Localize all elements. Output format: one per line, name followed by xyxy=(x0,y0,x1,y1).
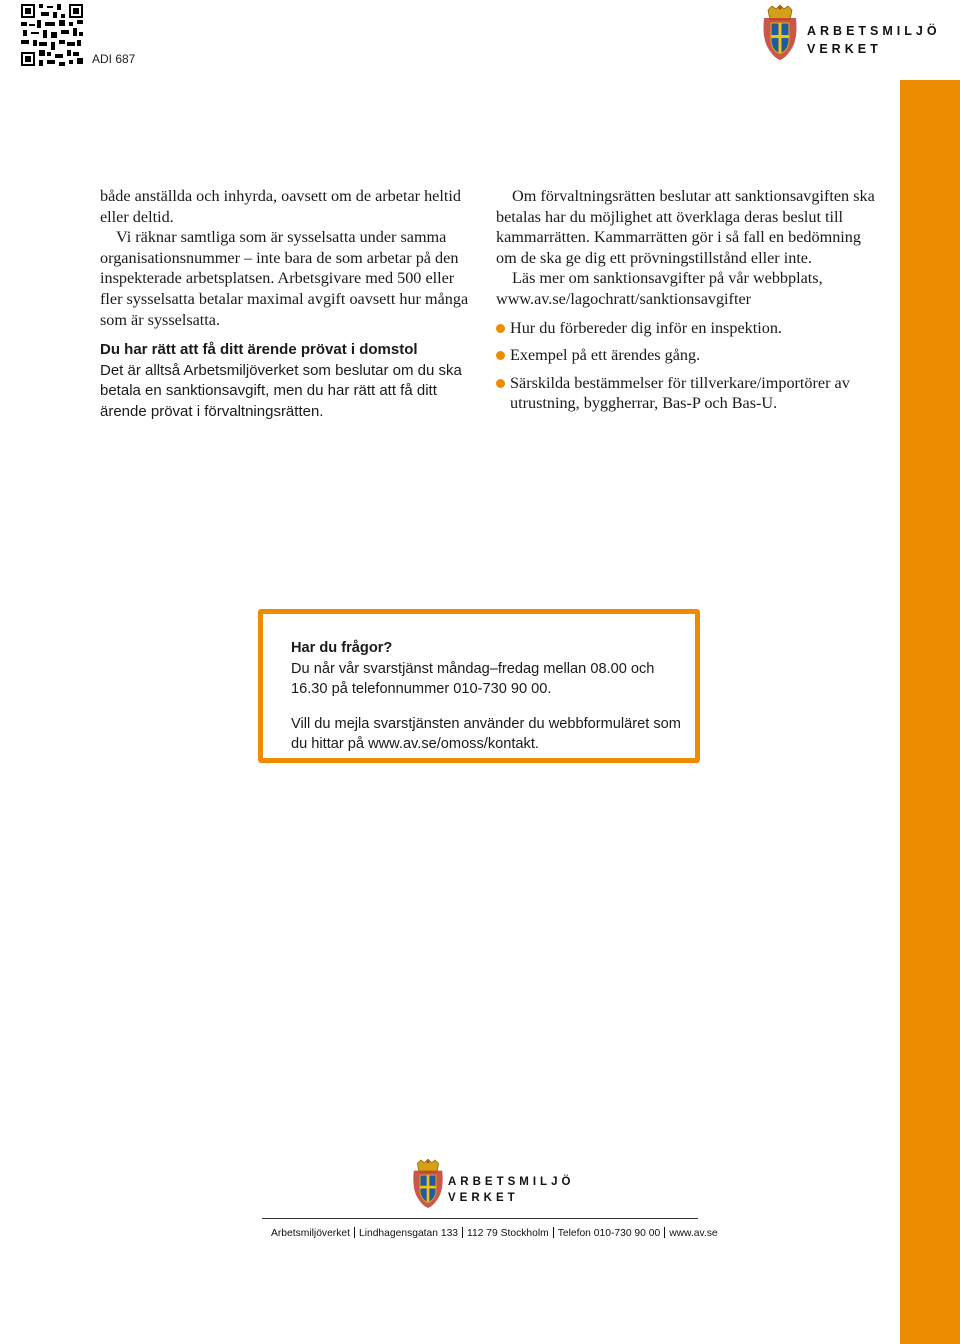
bullet-list xyxy=(496,318,876,414)
left-paragraph-1: både anställda och inhyrda, oavsett om de arbetar heltid eller deltid. xyxy=(100,187,461,226)
coat-of-arms-icon xyxy=(412,1158,444,1210)
list-item: Hur du förbereder dig inför en inspektion. xyxy=(496,318,876,339)
bullet-dot-icon xyxy=(496,324,505,333)
left-paragraph-3: Det är alltså Arbetsmiljöverket som beslutar om du ska betala en sanktionsavgift, men du har rätt att få ditt ärende prövat i förvaltningsrätten. xyxy=(100,361,462,420)
footer-org: Arbetsmiljöverket xyxy=(271,1228,350,1239)
footer-address xyxy=(271,1227,718,1239)
footer-logo-text-line1: ARBETSMILJÖ xyxy=(448,1176,575,1188)
bullet-dot-icon xyxy=(496,351,505,360)
footer-logo xyxy=(412,1158,444,1210)
right-paragraph-1: Om förvaltningsrätten beslutar att sanktionsavgiften ska betalas har du möjlighet att överklaga deras beslut till kammarrätten. Kammarrätten gör i så fall en bedömning om de ska ge dig ett prövningstillstånd eller inte. xyxy=(496,187,875,267)
qr-code xyxy=(21,4,83,66)
bullet-dot-icon xyxy=(496,379,505,388)
contact-title: Har du frågor? xyxy=(291,640,393,656)
footer-street: Lindhagensgatan 133 xyxy=(358,1228,459,1239)
footer-web-link[interactable]: www.av.se xyxy=(669,1228,718,1239)
orange-side-bar xyxy=(900,80,960,1344)
arbetsmiljoverket-logo xyxy=(762,4,798,62)
list-item: Exempel på ett ärendes gång. xyxy=(496,345,876,366)
contact-email-text: Vill du mejla svarstjänsten använder du webbformuläret som du hittar på www.av.se/omoss/kontakt. xyxy=(291,715,681,752)
section-heading: Du har rätt att få ditt ärende prövat i domstol xyxy=(100,341,418,359)
contact-phone-text: Du når vår svarstjänst måndag–fredag mellan 08.00 och 16.30 på telefonnummer 010-730 90 00. xyxy=(291,660,655,697)
document-code: ADI 687 xyxy=(92,52,136,66)
logo-text-line2: VERKET xyxy=(807,42,882,56)
list-item: Särskilda bestämmelser för tillverkare/importörer av utrustning, byggherrar, Bas-P och Bas-U. xyxy=(496,373,876,414)
footer-phone: Telefon 010-730 90 00 xyxy=(557,1228,661,1239)
logo-text-line1: ARBETSMILJÖ xyxy=(807,24,941,38)
footer-city: 112 79 Stockholm xyxy=(467,1228,549,1239)
right-paragraph-2: Läs mer om sanktionsavgifter på vår webbplats, www.av.se/lagochratt/sanktionsavgifter xyxy=(496,269,823,308)
footer-logo-text-line2: VERKET xyxy=(448,1192,519,1204)
left-paragraph-2: Vi räknar samtliga som är sysselsatta under samma organisationsnummer – inte bara de som arbetar på den inspekterade arbetsplatsen. Arbetsgivare med 500 eller fler sysselsatta betalar maximal avgift oavsett hur många som är sysselsatta. xyxy=(100,228,469,329)
coat-of-arms-icon xyxy=(762,4,798,62)
left-column xyxy=(100,186,470,423)
contact-box xyxy=(258,609,700,763)
footer-divider xyxy=(262,1218,698,1219)
right-column xyxy=(496,186,876,421)
